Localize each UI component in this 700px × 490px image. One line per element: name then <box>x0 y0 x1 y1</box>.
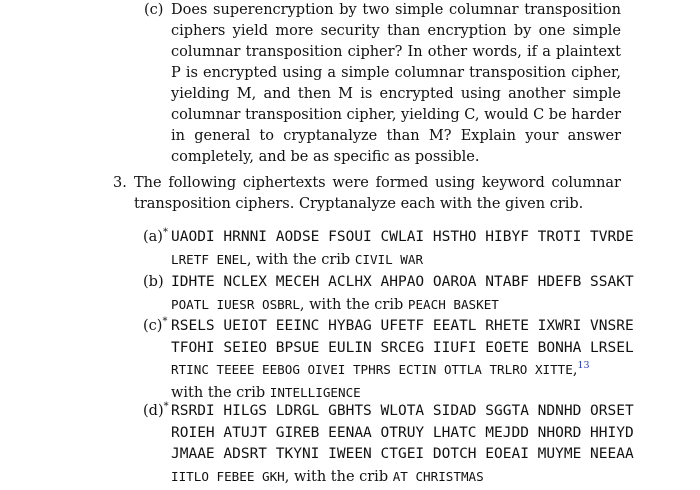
part-c <box>171 316 634 404</box>
part-c-label-text: (c) <box>143 318 163 334</box>
part-b-line-2-code: POATL IUESR OSBRL <box>171 296 300 312</box>
part-d-star: * <box>163 401 169 413</box>
part-c-crib: INTELLIGENCE <box>269 384 361 400</box>
part-c-line-2: TFOHI SEIEO BPSUE EULIN SRCEG IIUFI EOETE BONHA LRSEL <box>171 339 634 356</box>
part-d-line-4-text: , with the crib <box>284 468 393 485</box>
item-c-text: Does superencryption by two simple columnar transposition ciphers yield more security than encryption by one simple columnar transposition cipher? In other words, if a plaintext P is encrypted using a simple columnar transposition cipher, yielding M, and then M is encrypted using another simple columnar transposition cipher, yielding C, would C be harder in general to cryptanalyze than M? Explain your answer completely, and be as specific as possible. <box>171 2 621 165</box>
part-b-line-1: IDHTE NCLEX MECEH ACLHX AHPAO OAROA NTABF HDEFB SSAKT <box>171 274 634 290</box>
part-d-label-text: (d) <box>143 403 164 419</box>
part-b-line-2-text: , with the crib <box>299 296 408 313</box>
question-3-number: 3. <box>113 175 127 191</box>
part-b-crib: PEACH BASKET <box>407 296 499 312</box>
part-b-label: (b) <box>143 274 164 290</box>
part-d-line-1: RSRDI HILGS LDRGL GBHTS WLOTA SIDAD SGGTA NDNHD ORSET <box>171 403 634 419</box>
part-a-line-1: UAODI HRNNI AODSE FSOUI CWLAI HSTHO HIBYF TROTI TVRDE <box>171 229 634 245</box>
part-d-line-4-code: IITLO FEBEE GKH <box>171 468 285 484</box>
question-3-text: The following ciphertexts were formed using keyword columnar transposition ciphers. Cryptanalyze each with the given crib. <box>134 175 621 212</box>
part-a-line-2 <box>171 249 634 272</box>
item-c-label: (c) <box>144 2 164 18</box>
part-a-star: * <box>162 227 168 239</box>
part-a <box>171 227 634 271</box>
part-c-line-4-text: with the crib <box>171 384 270 401</box>
part-a-crib: CIVIL WAR <box>354 251 424 267</box>
footnote-13-link[interactable]: 13 <box>577 360 590 372</box>
part-b <box>171 272 634 316</box>
part-d-line-2: ROIEH ATUJT GIREB EENAA OTRUY LHATC MEJDD NHORD HHIYD <box>171 424 634 441</box>
part-d-crib: AT CHRISTMAS <box>392 468 484 484</box>
part-b-line-2 <box>171 294 634 317</box>
part-c-line-3-code: RTINC TEEEE EEBOG OIVEI TPHRS ECTIN OTTLA TRLRO XITTE <box>171 362 573 378</box>
part-a-line-2-text: , with the crib <box>246 251 355 268</box>
part-d <box>171 401 634 488</box>
part-c-line-3-comma: , <box>572 362 578 379</box>
part-c-star: * <box>162 316 168 328</box>
part-d-line-4 <box>171 466 634 489</box>
part-a-line-2-code: LRETF ENEL <box>171 251 247 267</box>
part-c-line-3 <box>171 359 634 382</box>
part-a-label-text: (a) <box>143 229 163 245</box>
part-d-label <box>143 401 169 422</box>
part-d-line-3: JMAAE ADSRT TKYNI IWEEN CTGEI DOTCH EOEAI MUYME NEEAA <box>171 446 634 463</box>
part-c-line-1: RSELS UEIOT EEINC HYBAG UFETF EEATL RHETE IXWRI VNSRE <box>171 318 634 334</box>
part-a-label <box>143 227 168 248</box>
part-c-label <box>143 316 167 337</box>
